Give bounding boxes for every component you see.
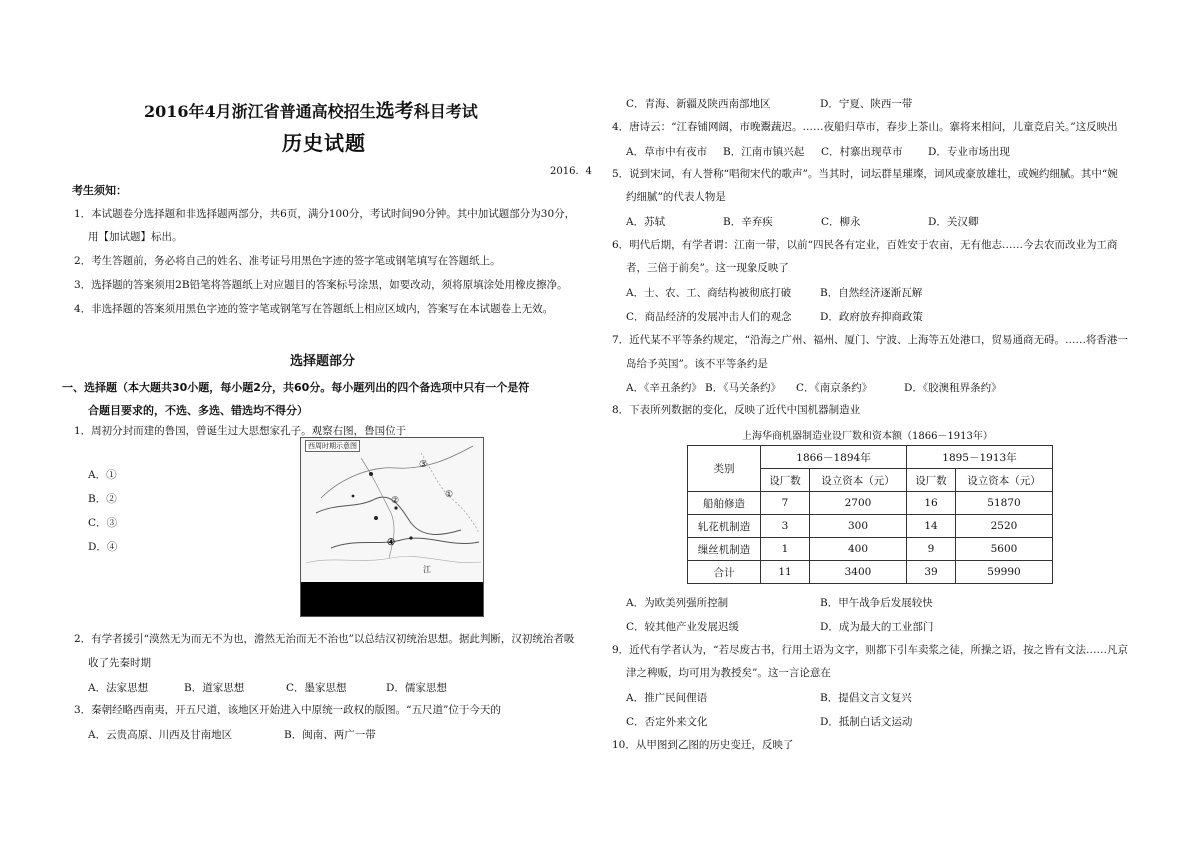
- q6-option-c: C．商品经济的发展冲击人们的观念: [626, 311, 792, 323]
- q2-option-a: A．法家思想: [88, 682, 149, 694]
- q1-option-d: D．④: [88, 541, 118, 553]
- q3-option-c: C．青海、新疆及陕西南部地区: [626, 98, 771, 110]
- q6-option-a: A．士、农、工、商结构被彻底打破: [626, 287, 792, 299]
- notice-item: 2．考生答题前，务必将自己的姓名、准考证号用黑色字迹的签字笔或钢笔填写在答题纸上。: [74, 255, 501, 267]
- map-mark-3: ③: [419, 460, 428, 470]
- q9-option-c: C．否定外来文化: [626, 716, 708, 728]
- cell-capital-1: 2700: [810, 492, 907, 515]
- notice-item: 4．非选择题的答案须用黑色字迹的签字笔或钢笔写在答题纸上相应区域内，答案写在本试题卷上无效。: [74, 303, 554, 315]
- section-heading-cont: 合题目要求的，不选、多选、错选均不得分）: [88, 404, 308, 417]
- exam-title: 2016年4月浙江省普通高校招生选考科目考试: [144, 100, 478, 122]
- map-redacted-area: [301, 582, 483, 616]
- q1-option-b: B．②: [88, 493, 117, 505]
- notice-item: 1．本试题卷分选择题和非选择题两部分，共6页，满分100分，考试时间90分钟。其中加试题部分为30分，: [74, 208, 576, 220]
- cell-count-2: 39: [907, 561, 956, 584]
- factory-table: [687, 445, 1053, 584]
- row-name: 船舶修造: [688, 492, 761, 515]
- q6-option-d: D．政府放弃抑商政策: [820, 311, 923, 323]
- map-legend-label: 西周时期示意图: [305, 440, 360, 452]
- q7-option-b: B．《马关条约》: [705, 382, 781, 394]
- question-2-stem: 2．有学者援引“漠然无为而无不为也，澹然无治而无不治也”以总结汉初统治思想。据此判断，汉初统治者吸: [74, 633, 575, 645]
- map-mark-1: ①: [445, 490, 454, 500]
- q3-option-b: B．闽南、两广一带: [284, 729, 376, 741]
- table-row: [688, 492, 1053, 515]
- q4-option-d: D．专业市场出现: [928, 146, 1010, 158]
- question-5-stem-cont: 约细腻”的代表人物是: [626, 191, 726, 203]
- question-6-stem: 6．明代后期，有学者谓：江南一带，以前“四民各有定业，百姓安于农亩，无有他志……今去农而改业为工商: [612, 239, 1118, 251]
- cell-capital-2: 59990: [956, 561, 1053, 584]
- map-mark-4: ④: [387, 538, 396, 548]
- q1-option-a: A．①: [88, 469, 117, 481]
- q8-option-d: D．成为最大的工业部门: [820, 621, 934, 633]
- q5-option-b: B．辛弃疾: [723, 216, 773, 228]
- notice-title: 考生须知：: [72, 184, 127, 197]
- question-4-stem: 4．唐诗云：“江春铺网阔，市晚鬻蔬迟。……夜船归草市，春步上茶山。寨将来相问，儿童竞启关。”这反映出: [612, 121, 1118, 133]
- subheader-capital: 设立资本（元）: [810, 469, 907, 492]
- question-10-stem: 10．从甲图到乙图的历史变迁，反映了: [612, 739, 794, 751]
- cell-count-1: 3: [761, 515, 810, 538]
- header-period-2: 1895－1913年: [907, 446, 1053, 469]
- q5-option-a: A．苏轼: [626, 216, 666, 228]
- exam-subtitle: 历史试题: [282, 131, 366, 155]
- q4-option-c: C．村寨出现草市: [821, 146, 903, 158]
- map-river-label: 江: [423, 565, 431, 574]
- cell-capital-2: 5600: [956, 538, 1053, 561]
- question-5-stem: 5．说到宋词，有人誉称“唱彻宋代的歌声”。当其时，词坛群星璀璨，词风或豪放雄壮，或婉约细腻。其中“婉: [612, 168, 1118, 180]
- q9-option-d: D．抵制白话文运动: [820, 716, 913, 728]
- exam-date: 2016．4: [550, 166, 592, 177]
- header-category: 类别: [688, 446, 761, 492]
- notice-item: 3．选择题的答案须用2B铅笔将答题纸上对应题目的答案标号涂黑，如要改动，须将原填涂处用橡皮擦净。: [74, 279, 568, 291]
- question-7-stem-cont: 岛给予英国”。该不平等条约是: [626, 358, 768, 370]
- q5-option-d: D．关汉卿: [928, 216, 979, 228]
- section-heading: 一、选择题（本大题共30小题，每小题2分，共60分。每小题列出的四个备选项中只有一个是符: [62, 381, 530, 394]
- table-title: 上海华商机器制造业设厂数和资本额（1866－1913年）: [742, 431, 993, 442]
- q5-option-c: C．柳永: [821, 216, 861, 228]
- q1-option-c: C．③: [88, 517, 118, 529]
- q8-option-a: A．为欧美列强所控制: [626, 597, 729, 609]
- question-1-stem: 1．周初分封而建的鲁国，曾诞生过大思想家孔子。观察右图，鲁国位于: [74, 425, 407, 437]
- q7-option-a: A．《辛丑条约》: [626, 382, 702, 394]
- cell-count-2: 14: [907, 515, 956, 538]
- cell-capital-2: 2520: [956, 515, 1053, 538]
- q3-option-a: A．云贵高原、川西及甘南地区: [88, 729, 233, 741]
- map-drawing: [301, 438, 483, 582]
- table-row: [688, 538, 1053, 561]
- cell-capital-2: 51870: [956, 492, 1053, 515]
- cell-count-1: 11: [761, 561, 810, 584]
- row-name: 轧花机制造: [688, 515, 761, 538]
- map-mark-2: ②: [391, 496, 400, 506]
- cell-count-2: 9: [907, 538, 956, 561]
- q8-option-b: B．甲午战争后发展较快: [820, 597, 933, 609]
- q9-option-a: A．推广民间俚语: [626, 692, 708, 704]
- q4-option-a: A．草市中有夜市: [626, 146, 708, 158]
- q8-option-c: C．较其他产业发展迟缓: [626, 621, 740, 633]
- q2-option-d: D．儒家思想: [386, 682, 447, 694]
- section-title: 选择题部分: [290, 354, 356, 369]
- q2-option-b: B．道家思想: [184, 682, 245, 694]
- q3-option-d: D．宁夏、陕西一带: [820, 98, 913, 110]
- row-name: 缫丝机制造: [688, 538, 761, 561]
- q2-option-c: C．墨家思想: [286, 682, 347, 694]
- cell-count-2: 16: [907, 492, 956, 515]
- q7-option-c: C．《南京条约》: [796, 382, 873, 394]
- cell-capital-1: 400: [810, 538, 907, 561]
- question-9-stem: 9．近代有学者认为，“若尽废古书，行用土语为文字，则都下引车卖浆之徒，所操之语，按之皆有文法……凡京: [612, 644, 1129, 656]
- row-name: 合计: [688, 561, 761, 584]
- question-6-stem-cont: 者，三倍于前矣”。这一现象反映了: [626, 262, 789, 274]
- cell-count-1: 7: [761, 492, 810, 515]
- subheader-count: 设厂数: [761, 469, 810, 492]
- q9-option-b: B．提倡文言文复兴: [820, 692, 912, 704]
- table-row: [688, 515, 1053, 538]
- question-8-stem: 8．下表所列数据的变化，反映了近代中国机器制造业: [612, 404, 861, 416]
- q6-option-b: B．自然经济逐渐瓦解: [820, 287, 923, 299]
- cell-capital-1: 300: [810, 515, 907, 538]
- western-zhou-map: [300, 437, 484, 617]
- question-7-stem: 7．近代某不平等条约规定，“沿海之广州、福州、厦门、宁波、上海等五处港口，贸易通商无碍。……将香港一: [612, 334, 1129, 346]
- notice-item: 用【加试题】标出。: [88, 231, 183, 243]
- q7-option-d: D．《胶澳租界条约》: [904, 382, 1002, 394]
- subheader-count: 设厂数: [907, 469, 956, 492]
- cell-capital-1: 3400: [810, 561, 907, 584]
- table-row: [688, 561, 1053, 584]
- q4-option-b: B．江南市镇兴起: [723, 146, 805, 158]
- subheader-capital: 设立资本（元）: [956, 469, 1053, 492]
- question-9-stem-cont: 津之稗贩，均可用为教授矣”。这一言论意在: [626, 667, 831, 679]
- question-2-stem-cont: 收了先秦时期: [88, 657, 151, 669]
- header-period-1: 1866－1894年: [761, 446, 907, 469]
- question-3-stem: 3．秦朝经略西南夷，开五尺道，该地区开始进入中原统一政权的版图。“五尺道”位于今天的: [74, 704, 501, 716]
- cell-count-1: 1: [761, 538, 810, 561]
